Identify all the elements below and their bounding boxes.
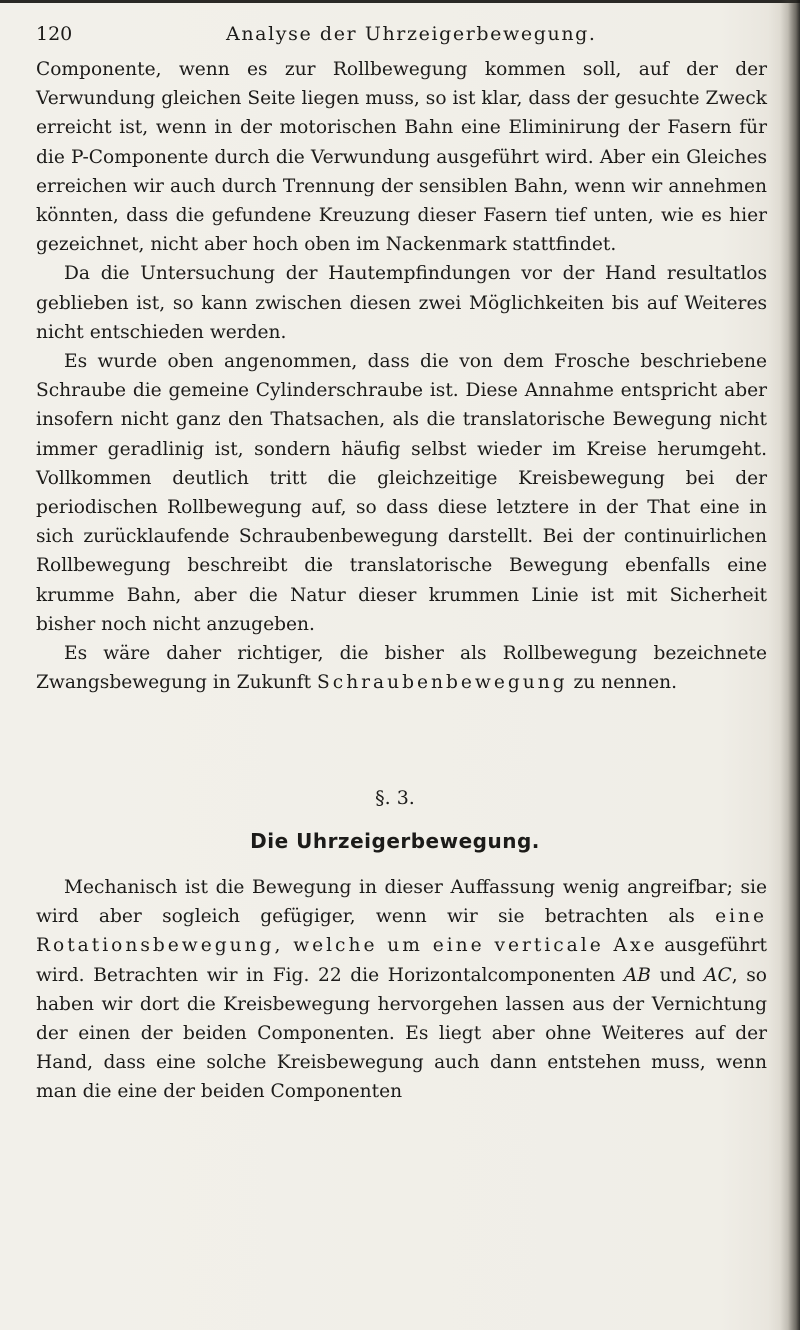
paragraph-3: Es wurde oben angenommen, dass die von dem Frosche beschriebene Schraube die gemeine Cylinderschraube ist. Diese Annahme entspricht aber insofern nicht ganz den Thatsachen, als die translatorische Bewegung nicht immer geradlinig ist, sondern häufig selbst wieder im Kreise herumgeht. Vollkommen deutlich tritt die gleichzeitige Kreisbewegung bei der periodischen Rollbewegung auf, so dass diese letztere in der That eine in sich zurücklaufende Schraubenbewegung darstellt. Bei der continuirlichen Rollbewegung beschreibt die translatorische Bewegung ebenfalls eine krumme Bahn, aber die Natur dieser krummen Linie ist mit Sicherheit bisher noch nicht anzugeben. [36,351,767,635]
section-paragraph-part3: und [650,964,705,986]
section-paragraph-part2: ausgeführt wird. Betrachten wir in Fig. 22 die Horizontalcomponenten [36,935,767,986]
section-paragraph-part1: Mechanisch ist die Bewegung in dieser Auffassung wenig angreifbar; sie wird aber sogleich gefügiger, wenn wir sie betrachten als [36,877,767,928]
page-header [36,19,766,49]
paragraph-4 [36,639,767,697]
page-number: 120 [36,23,73,45]
page-edge-shadow [780,0,800,1330]
body-text-upper [36,55,767,697]
paragraph-4-text-before: Es wäre daher richtiger, die bisher als Rollbewegung bezeichnete Zwangsbewegung in Zukunft [36,643,767,694]
top-rule [0,0,800,3]
section-paragraph [36,873,767,1107]
body-text-lower [36,873,767,1107]
paragraph-4-text-after: zu nennen. [567,672,678,694]
paragraph-2: Da die Untersuchung der Hautempfindungen vor der Hand resultatlos geblieben ist, so kann zwischen diesen zwei Möglichkeiten bis auf Weiteres nicht entschieden werden. [36,263,767,343]
paragraph-1: Componente, wenn es zur Rollbewegung kommen soll, auf der der Verwundung gleichen Seite liegen muss, so ist klar, dass der gesuchte Zweck erreicht ist, wenn in der motorischen Bahn eine Eliminirung der Fasern für die P-Componente durch die Verwundung ausgeführt wird. Aber ein Gleiches erreichen wir auch durch Trennung der sensiblen Bahn, wenn wir annehmen könnten, dass die gefundene Kreuzung dieser Fasern tief unten, wie es hier gezeichnet, nicht aber hoch oben im Nackenmark stattfindet. [36,59,767,256]
paragraph-4-spaced-term: Schraubenbewegung [317,672,568,694]
running-head: Analyse der Uhrzeigerbewegung. [226,23,597,45]
section-number: §. 3. [375,787,415,809]
math-ac: AC [704,964,732,986]
math-ab: AB [623,964,651,986]
section-title: Die Uhrzeigerbewegung. [250,829,540,853]
section-paragraph-part4: , so haben wir dort die Kreisbewegung hervorgehen lassen aus der Vernichtung der einen der beiden Componenten. Es liegt aber ohne Weiteres auf der Hand, dass eine solche Kreisbewegung auch dann entstehen muss, wenn man die eine der beiden Componenten [36,964,767,1103]
section-paragraph-spaced: eine Rotationsbewegung, welche um eine verticale Axe [36,906,767,957]
